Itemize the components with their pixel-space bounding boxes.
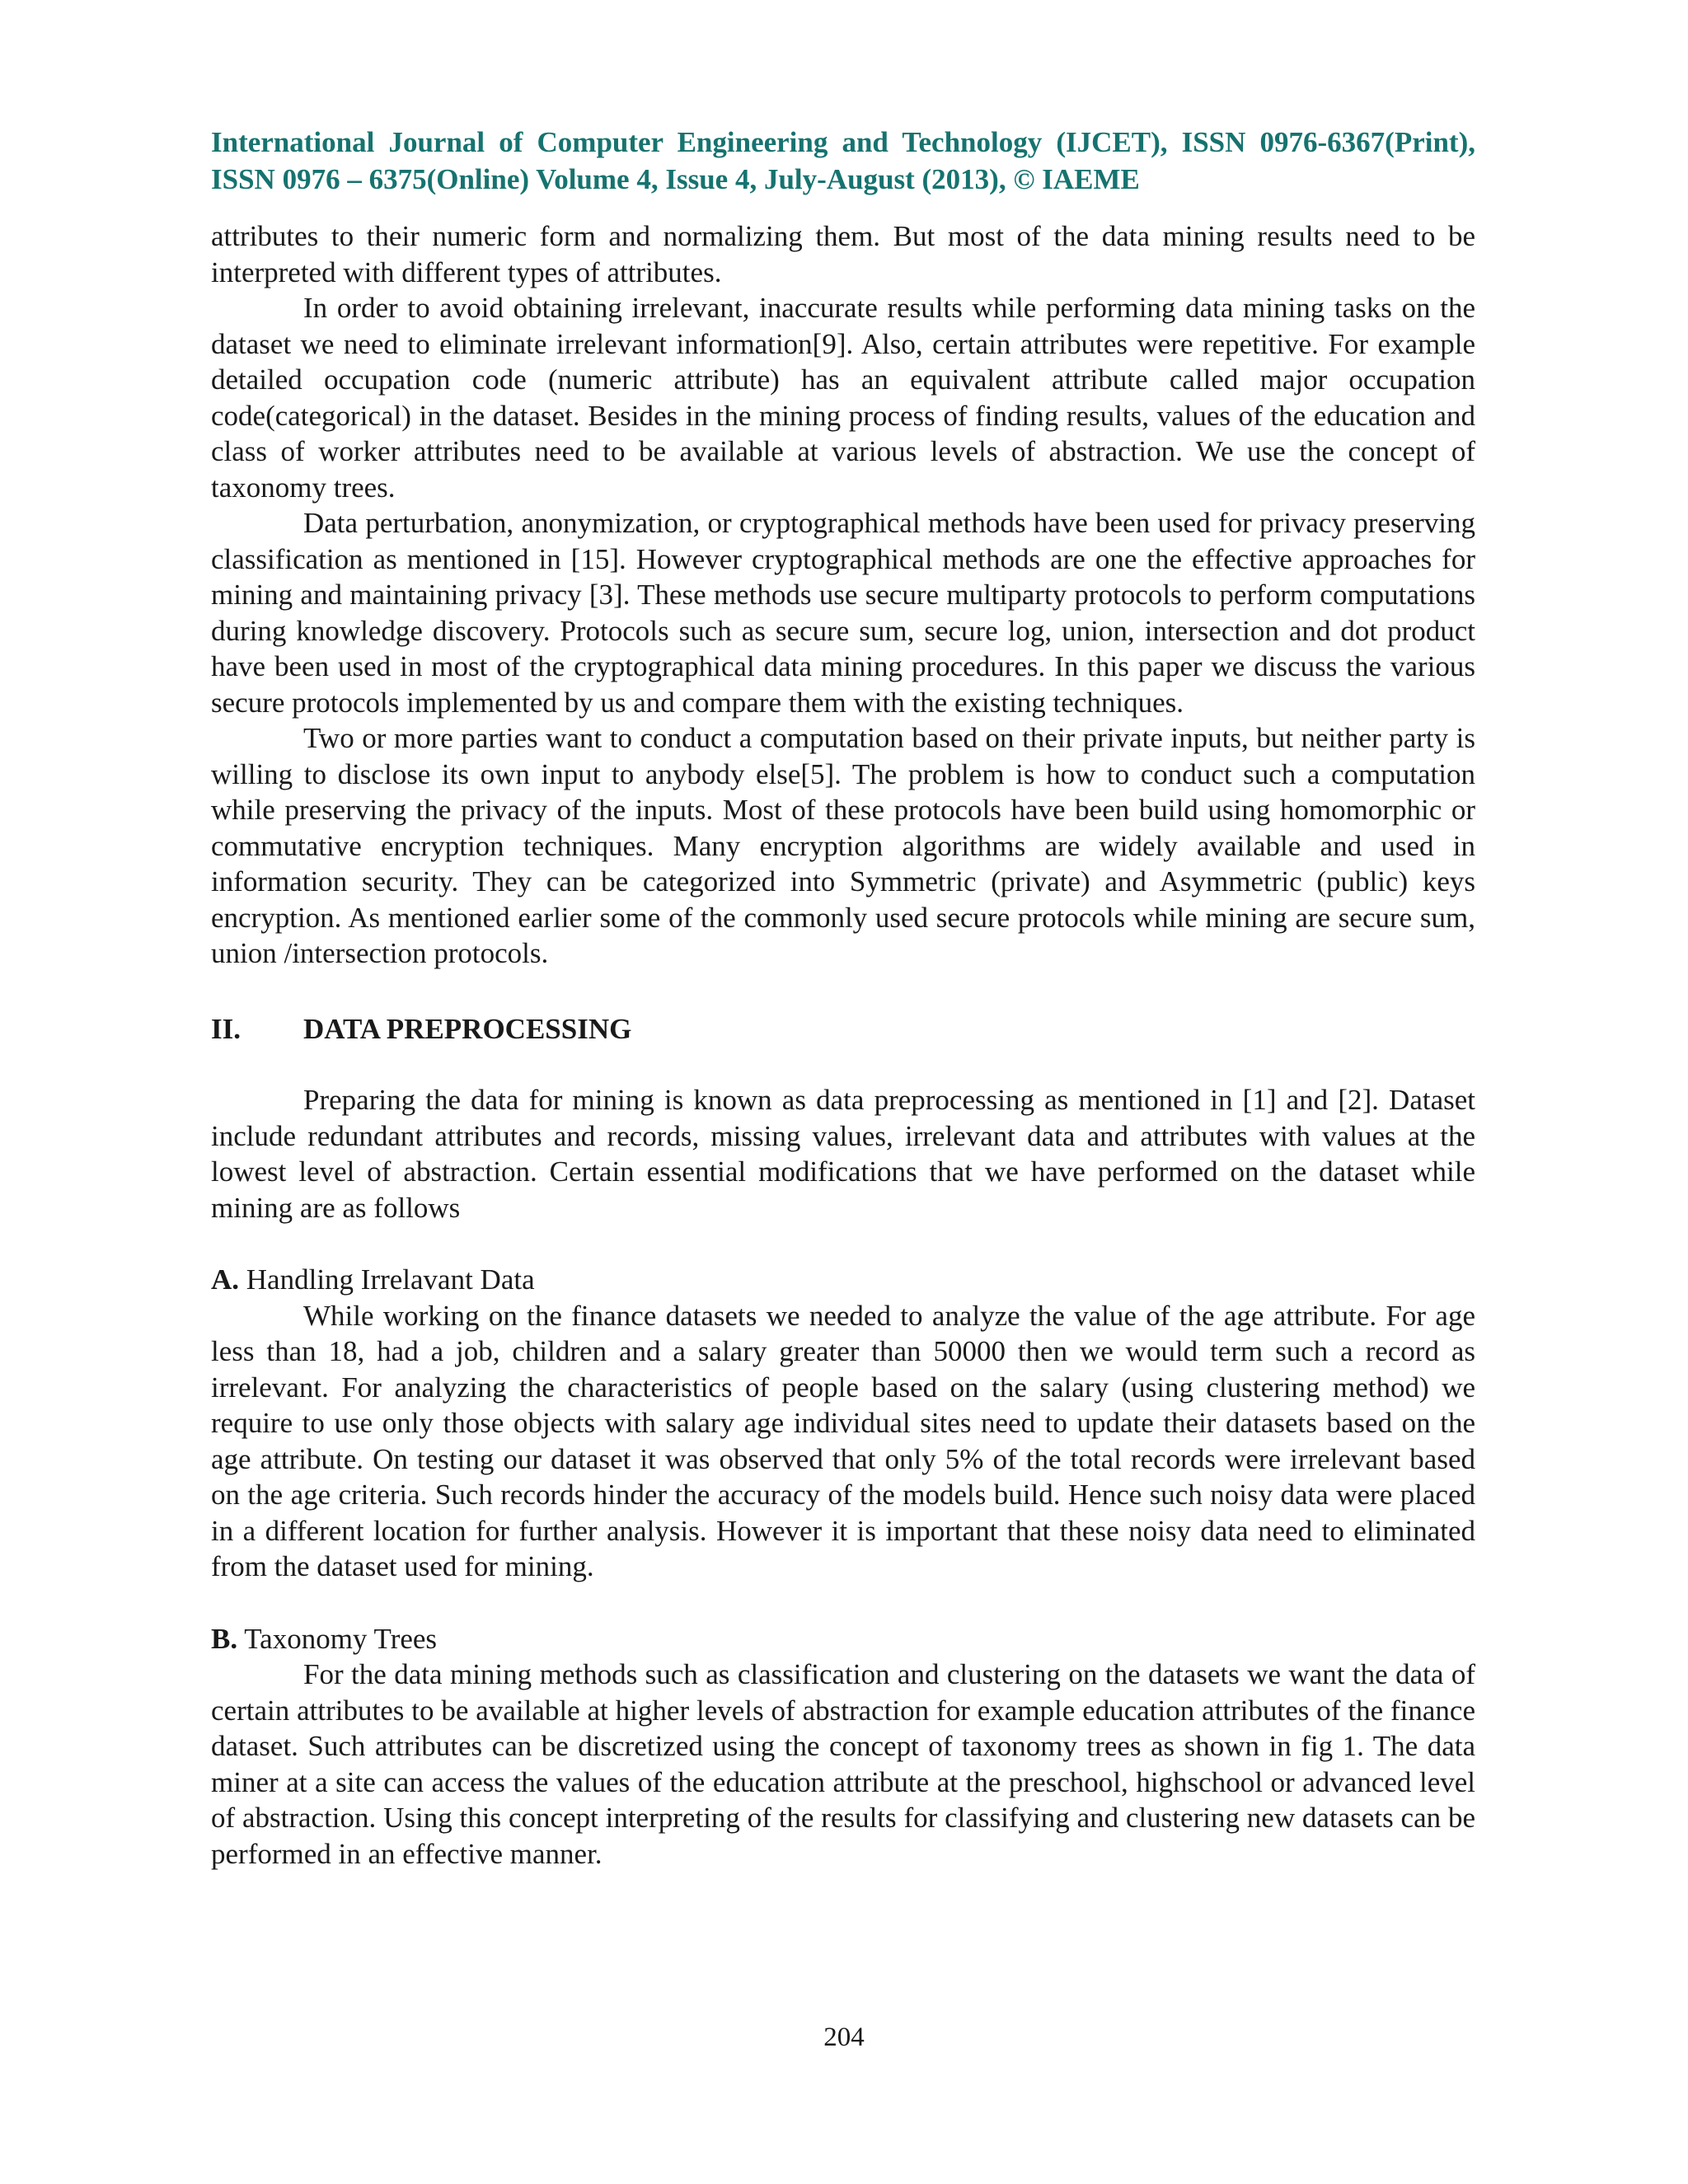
subsection-title: Taxonomy Trees <box>244 1622 438 1655</box>
section-number: II. <box>211 1012 241 1045</box>
page-content <box>211 124 1475 1872</box>
page-number: 204 <box>823 2022 865 2052</box>
subsection-heading-a <box>211 1262 1475 1298</box>
journal-header: International Journal of Computer Engineering and Technology (IJCET), ISSN 0976-6367(Print), ISSN 0976 – 6375(Online) Volume 4, Issue 4, July-August (2013), © IAEME <box>211 126 1475 195</box>
body-paragraph: Two or more parties want to conduct a computation based on their private inputs, but neither party is willing to disclose its own input to anybody else[5]. The problem is how to conduct such a computation while preserving the privacy of the inputs. Most of these protocols have been build using homomorphic or commutative encryption techniques. Many encryption algorithms are widely available and used in information security. They can be categorized into Symmetric (private) and Asymmetric (public) keys encryption. As mentioned earlier some of the commonly used secure protocols while mining are secure sum, union /intersection protocols. <box>211 722 1475 969</box>
body-paragraph: Data perturbation, anonymization, or cryptographical methods have been used for privacy preserving classification as mentioned in [15]. However cryptographical methods are one the effective approaches for mining and maintaining privacy [3]. These methods use secure multiparty protocols to perform computations during knowledge discovery. Protocols such as secure sum, secure log, union, intersection and dot product have been used in most of the cryptographical data mining procedures. In this paper we discuss the various secure protocols implemented by us and compare them with the existing techniques. <box>211 507 1475 719</box>
subsection-paragraph: For the data mining methods such as classification and clustering on the datasets we want the data of certain attributes to be available at higher levels of abstraction for example education attributes of the finance dataset. Such attributes can be discretized using the concept of taxonomy trees as shown in fig 1. The data miner at a site can access the values of the education attribute at the preschool, highschool or advanced level of abstraction. Using this concept interpreting of the results for classifying and clustering new datasets can be performed in an effective manner. <box>211 1658 1475 1870</box>
body-paragraph-continued: attributes to their numeric form and normalizing them. But most of the data mining results need to be interpreted with different types of attributes. <box>211 220 1475 288</box>
section-paragraph: Preparing the data for mining is known as data preprocessing as mentioned in [1] and [2]. Dataset include redundant attributes and records, missing values, irrelevant data and attributes with values at the lowest level of abstraction. Certain essential modifications that we have performed on the dataset while mining are as follows <box>211 1084 1475 1224</box>
subsection-title: Handling Irrelavant Data <box>246 1263 535 1296</box>
section-title: DATA PREPROCESSING <box>303 1012 632 1045</box>
subsection-letter: B. <box>211 1622 238 1655</box>
section-heading <box>211 1011 1475 1047</box>
subsection-heading-b <box>211 1621 1475 1657</box>
subsection-paragraph: While working on the finance datasets we needed to analyze the value of the age attribute. For age less than 18, had a job, children and a salary greater than 50000 then we would term such a record as irrelevant. For analyzing the characteristics of people based on the salary (using clustering method) we require to use only those objects with salary age individual sites need to update their datasets based on the age attribute. On testing our dataset it was observed that only 5% of the total records were irrelevant based on the age criteria. Such records hinder the accuracy of the models build. Hence such noisy data were placed in a different location for further analysis. However it is important that these noisy data need to eliminated from the dataset used for mining. <box>211 1299 1475 1582</box>
body-paragraph: In order to avoid obtaining irrelevant, inaccurate results while performing data mining tasks on the dataset we need to eliminate irrelevant information[9]. Also, certain attributes were repetitive. For example detailed occupation code (numeric attribute) has an equivalent attribute called major occupation code(categorical) in the dataset. Besides in the mining process of finding results, values of the education and class of worker attributes need to be available at various levels of abstraction. We use the concept of taxonomy trees. <box>211 292 1475 504</box>
subsection-letter: A. <box>211 1263 240 1296</box>
